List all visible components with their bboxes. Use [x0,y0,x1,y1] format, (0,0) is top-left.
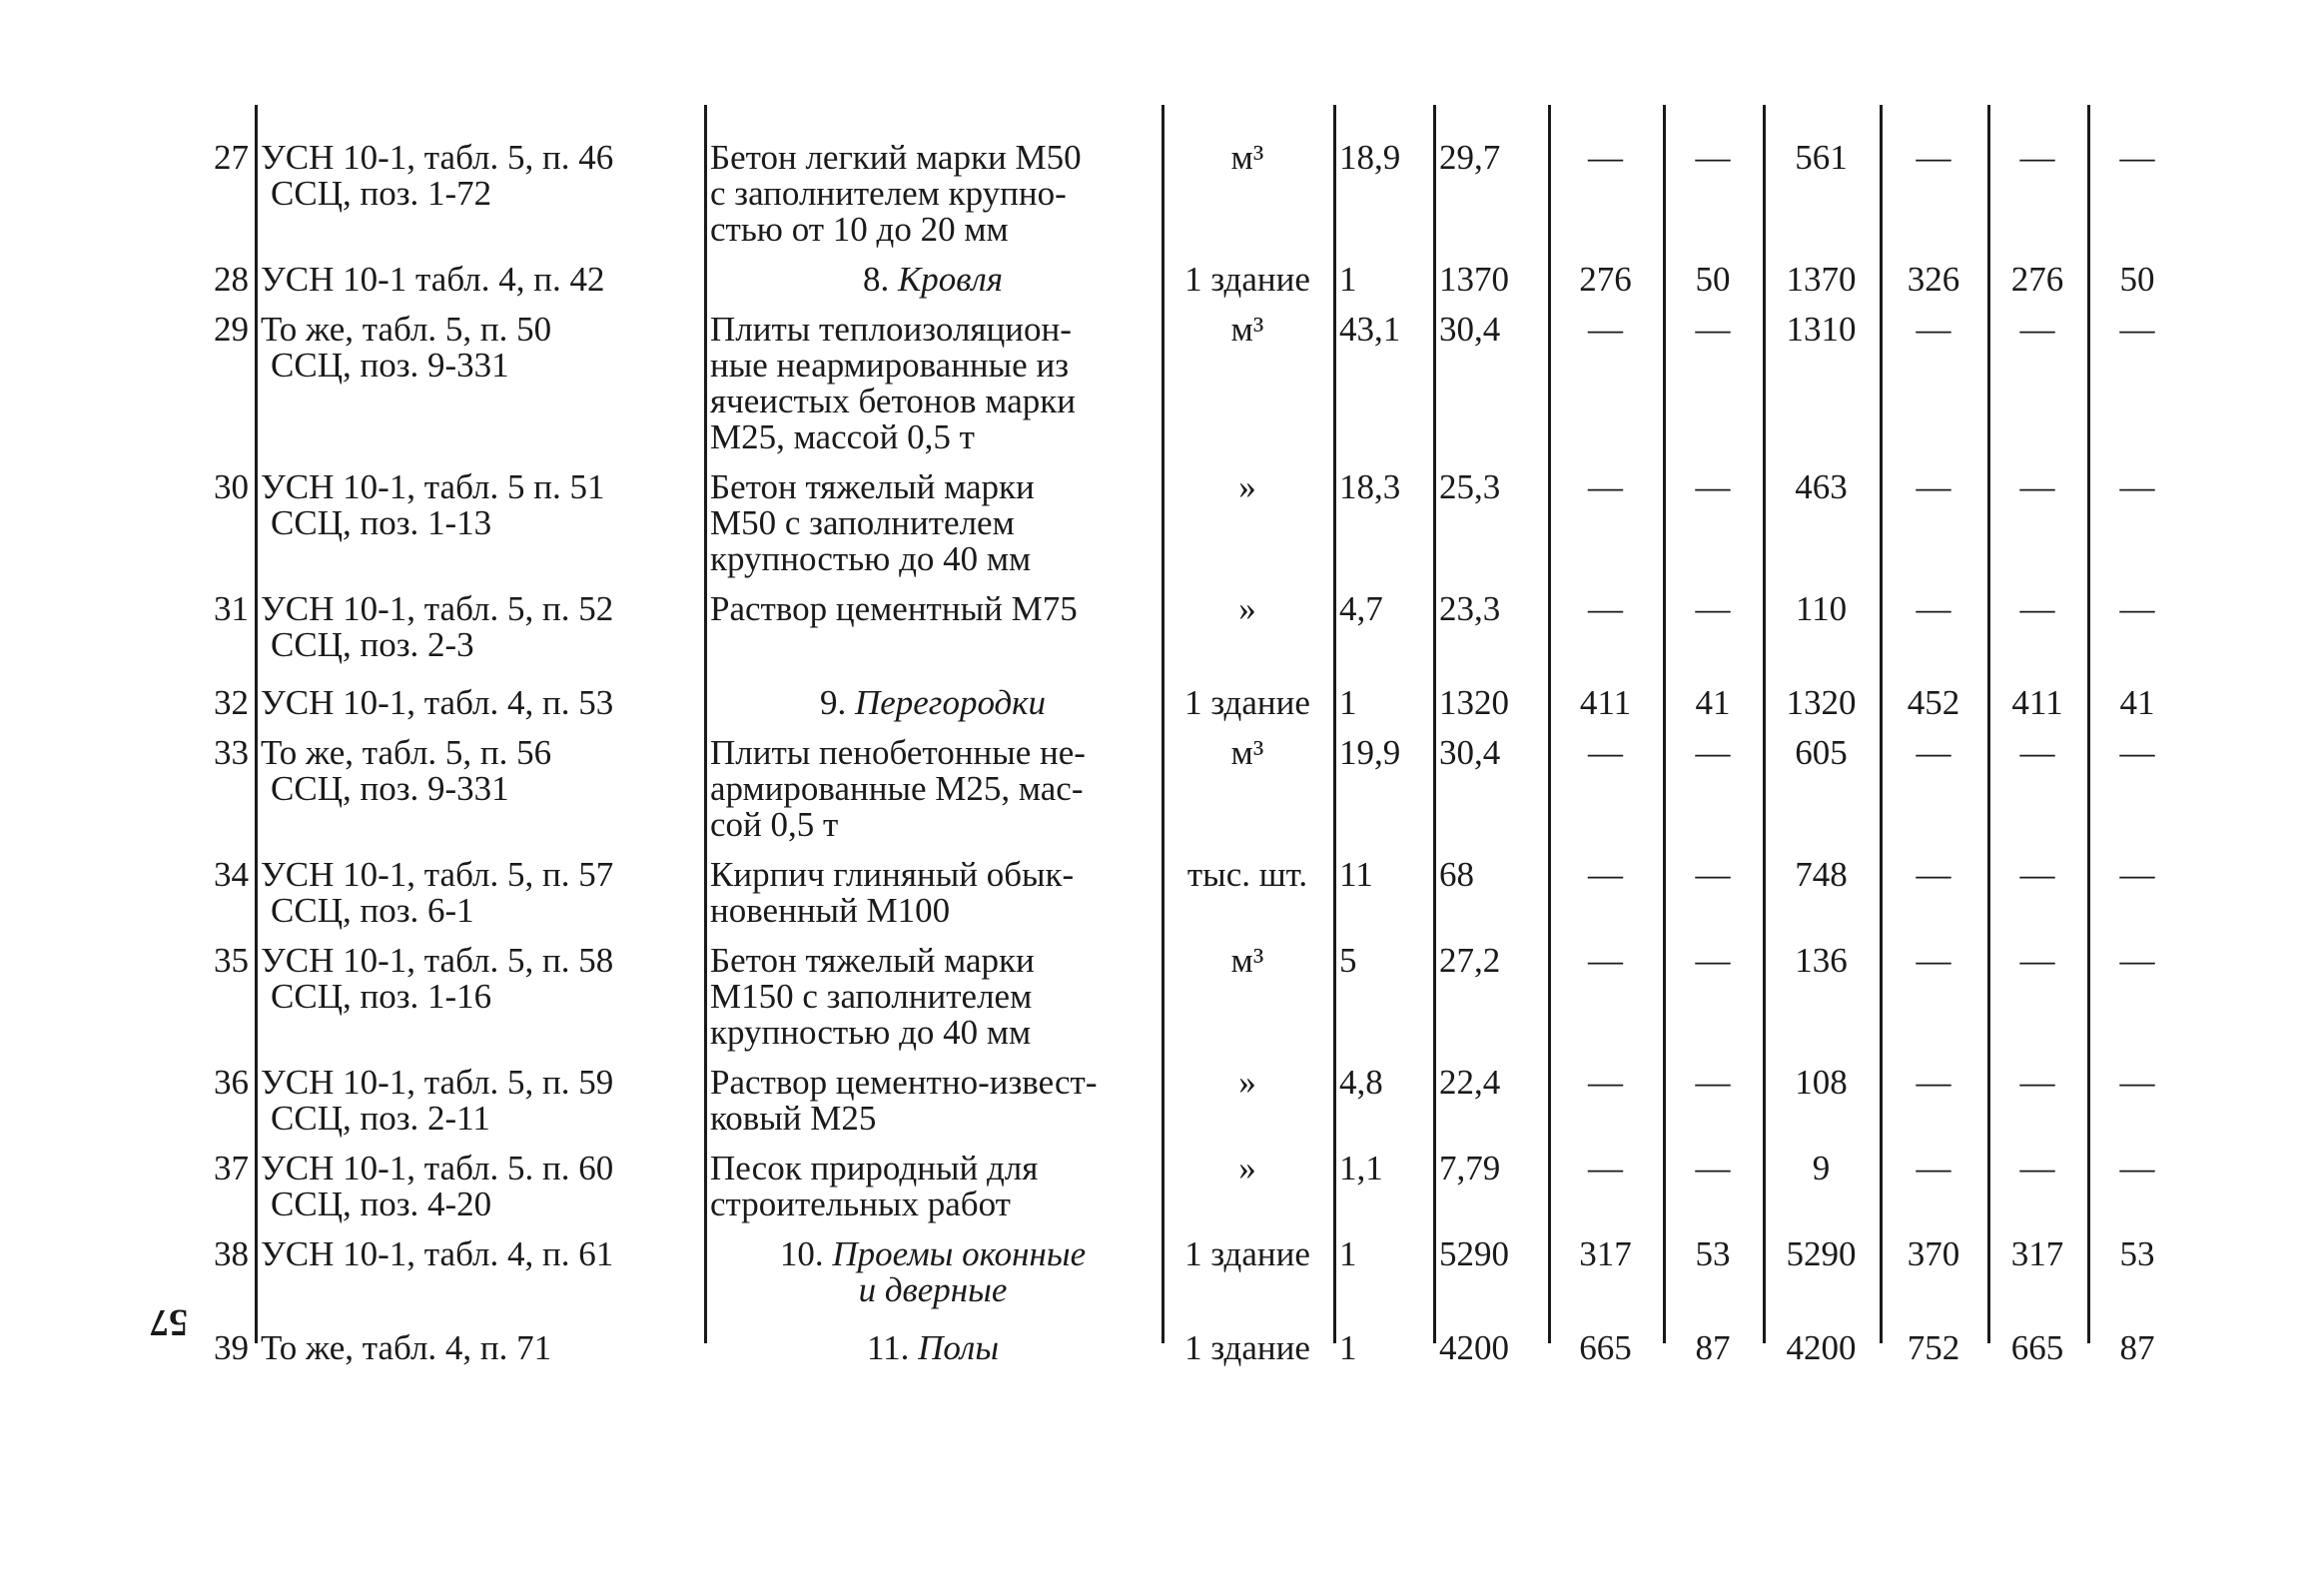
value-cell: — [1695,138,1731,177]
value-cell: — [2019,589,2055,628]
value-cell: — [1695,941,1731,980]
value-cell: — [1695,1063,1731,1102]
unit-price-cell: 1370 [1439,260,1509,299]
table-body [175,140,2187,1380]
description-line: крупностью до 40 мм [710,539,1032,578]
value-cell: — [2019,855,2055,894]
value-cell: 41 [2119,683,2155,722]
reference-cell [255,1151,704,1236]
value-cell: — [2019,138,2055,177]
description-line: ячеистых бетонов марки [710,382,1076,420]
value-cell: 50 [2119,260,2155,299]
table-row [175,1330,2187,1380]
unit-price-cell: 25,3 [1439,467,1501,506]
value-cell: 317 [2010,1234,2064,1273]
quantity-cell: 1 [1339,683,1357,722]
description-cell [704,469,1162,591]
value-cell: — [2119,589,2155,628]
value-cell: — [1916,310,1951,349]
reference-cell [255,857,704,943]
reference-line: ССЦ, поз. 1-16 [271,977,492,1016]
unit-cell: 1 здание [1184,1328,1310,1367]
value-cell: — [2019,941,2055,980]
value-cell: — [2119,467,2155,506]
value-cell: — [2119,855,2155,894]
quantity-cell: 1,1 [1339,1149,1383,1188]
reference-line: ССЦ, поз. 9-331 [271,346,509,385]
value-cell: 5290 [1786,1234,1857,1273]
reference-line: УСН 10-1, табл. 5. п. 60 [261,1149,614,1188]
unit-price-cell: 30,4 [1439,310,1501,349]
unit-price-cell: 30,4 [1439,733,1501,772]
value-cell: — [2119,733,2155,772]
value-cell: 411 [2011,683,2063,722]
value-cell: 370 [1907,1234,1960,1273]
unit-cell: » [1238,1149,1256,1188]
reference-cell [255,1065,704,1151]
reference-cell [255,1236,704,1330]
value-cell: — [1695,733,1731,772]
value-cell: — [2019,733,2055,772]
description-line: М150 с заполнителем [710,977,1033,1016]
quantity-cell: 1 [1339,1328,1357,1367]
value-cell: 87 [2119,1328,2155,1367]
reference-cell [255,262,704,312]
row-number: 31 [214,589,249,628]
quantity-cell: 4,7 [1339,589,1383,628]
quantity-cell: 18,3 [1339,467,1401,506]
value-cell: 605 [1795,733,1848,772]
value-cell: 561 [1795,138,1848,177]
reference-line: УСН 10-1, табл. 5 п. 51 [261,467,605,506]
unit-price-cell: 29,7 [1439,138,1501,177]
reference-line: То же, табл. 4, п. 71 [261,1328,552,1367]
description-line: строительных работ [710,1185,1011,1223]
reference-line: ССЦ, поз. 1-72 [271,174,492,213]
reference-line: ССЦ, поз. 4-20 [271,1185,492,1223]
value-cell: — [2119,941,2155,980]
value-cell: — [1695,310,1731,349]
estimate-table [175,140,2187,1380]
quantity-cell: 43,1 [1339,310,1401,349]
value-cell: 53 [1695,1234,1731,1273]
reference-line: УСН 10-1, табл. 4, п. 53 [261,683,614,722]
unit-price-cell: 5290 [1439,1234,1509,1273]
value-cell: 463 [1795,467,1848,506]
value-cell: — [1695,589,1731,628]
value-cell: — [2019,1063,2055,1102]
unit-cell: 1 здание [1184,1234,1310,1273]
unit-price-cell: 4200 [1439,1328,1509,1367]
value-cell: 87 [1695,1328,1731,1367]
unit-cell: тыс. шт. [1186,855,1308,894]
value-cell: — [2119,1063,2155,1102]
value-cell: 317 [1579,1234,1632,1273]
value-cell: 326 [1907,260,1960,299]
section-number: 11. [866,1328,910,1367]
row-number: 30 [214,467,249,506]
description-line: с заполнителем крупно- [710,174,1067,213]
row-number: 36 [214,1063,249,1102]
value-cell: — [2119,138,2155,177]
value-cell: 41 [1695,683,1731,722]
reference-line: То же, табл. 5, п. 50 [261,310,552,349]
value-cell: — [2019,1149,2055,1188]
value-cell: — [2119,1149,2155,1188]
table-row [175,469,2187,591]
value-cell: 9 [1812,1149,1831,1188]
table-row [175,140,2187,262]
value-cell: — [1695,1149,1731,1188]
value-cell: 1370 [1786,260,1857,299]
value-cell: 411 [1579,683,1632,722]
description-line: Плиты пенобетонные не- [710,733,1086,772]
table-row [175,262,2187,312]
reference-line: УСН 10-1, табл. 5, п. 57 [261,855,614,894]
value-cell: 748 [1795,855,1848,894]
description-cell [704,735,1162,857]
unit-cell: м³ [1230,310,1264,349]
section-heading [704,1330,1162,1380]
value-cell: — [1588,138,1623,177]
reference-line: УСН 10-1, табл. 4, п. 61 [261,1234,614,1273]
value-cell: — [1916,733,1951,772]
unit-price-cell: 23,3 [1439,589,1501,628]
reference-line: УСН 10-1, табл. 5, п. 58 [261,941,614,980]
value-cell: — [1588,733,1623,772]
description-line: Бетон легкий марки М50 [710,138,1082,177]
value-cell: — [1916,1063,1951,1102]
section-number: 10. [779,1234,824,1273]
value-cell: — [1916,855,1951,894]
section-heading [704,1236,1162,1330]
value-cell: 276 [1579,260,1632,299]
reference-cell [255,312,704,469]
description-line: Раствор цементный М75 [710,589,1078,628]
unit-cell: м³ [1230,941,1264,980]
table-row [175,735,2187,857]
value-cell: 1310 [1786,310,1857,349]
unit-price-cell: 27,2 [1439,941,1501,980]
description-line: М50 с заполнителем [710,503,1015,542]
unit-cell: » [1238,467,1256,506]
value-cell: 752 [1907,1328,1960,1367]
section-title: Полы [918,1328,1000,1367]
reference-cell [255,943,704,1065]
section-title: Перегородки [854,683,1047,722]
table-row [175,591,2187,685]
quantity-cell: 1 [1339,260,1357,299]
reference-line: УСН 10-1 табл. 4, п. 42 [261,260,605,299]
value-cell: — [1588,467,1623,506]
unit-price-cell: 22,4 [1439,1063,1501,1102]
unit-price-cell: 7,79 [1439,1149,1501,1188]
description-cell [704,1065,1162,1151]
value-cell: 110 [1795,589,1848,628]
quantity-cell: 4,8 [1339,1063,1383,1102]
row-number: 39 [214,1328,249,1367]
value-cell: 665 [2010,1328,2064,1367]
row-number: 29 [214,310,249,349]
quantity-cell: 19,9 [1339,733,1401,772]
value-cell: — [2119,310,2155,349]
description-line: сой 0,5 т [710,805,839,844]
section-heading [704,262,1162,312]
value-cell: — [2019,310,2055,349]
value-cell: — [2019,467,2055,506]
quantity-cell: 11 [1339,855,1373,894]
section-number: 8. [863,260,890,299]
reference-cell [255,140,704,262]
value-cell: 4200 [1786,1328,1857,1367]
unit-cell: м³ [1230,733,1264,772]
section-heading [704,685,1162,735]
section-title: и дверные [858,1270,1008,1309]
reference-line: ССЦ, поз. 1-13 [271,503,492,542]
value-cell: 50 [1695,260,1731,299]
unit-cell: » [1238,589,1256,628]
page-number: 57 [150,1301,188,1343]
description-cell [704,140,1162,262]
description-line: М25, массой 0,5 т [710,417,975,456]
unit-cell: 1 здание [1184,683,1310,722]
value-cell: — [1588,855,1623,894]
value-cell: — [1916,589,1951,628]
description-line: новенный М100 [710,891,951,930]
table-row [175,1236,2187,1330]
description-cell [704,943,1162,1065]
quantity-cell: 5 [1339,941,1357,980]
table-row [175,1065,2187,1151]
table-row [175,943,2187,1065]
section-title: Проемы оконные [832,1234,1087,1273]
description-line: стью от 10 до 20 мм [710,210,1009,249]
value-cell: — [1588,1063,1623,1102]
quantity-cell: 1 [1339,1234,1357,1273]
value-cell: — [1588,589,1623,628]
reference-cell [255,591,704,685]
reference-cell [255,735,704,857]
description-cell [704,1151,1162,1236]
value-cell: — [1916,138,1951,177]
reference-line: То же, табл. 5, п. 56 [261,733,552,772]
value-cell: 665 [1579,1328,1632,1367]
description-cell [704,591,1162,685]
reference-cell [255,685,704,735]
description-line: Плиты теплоизоляцион- [710,310,1072,349]
description-cell [704,312,1162,469]
row-number: 33 [214,733,249,772]
value-cell: — [1916,941,1951,980]
table-row [175,685,2187,735]
reference-line: УСН 10-1, табл. 5, п. 46 [261,138,614,177]
reference-cell [255,1330,704,1380]
quantity-cell: 18,9 [1339,138,1401,177]
value-cell: 136 [1795,941,1848,980]
unit-cell: м³ [1230,138,1264,177]
value-cell: — [1695,467,1731,506]
description-line: ные неармированные из [710,346,1070,385]
reference-line: ССЦ, поз. 2-11 [271,1099,490,1138]
reference-line: ССЦ, поз. 2-3 [271,625,474,664]
unit-cell: 1 здание [1184,260,1310,299]
unit-price-cell: 1320 [1439,683,1509,722]
value-cell: 53 [2119,1234,2155,1273]
description-line: Бетон тяжелый марки [710,941,1035,980]
row-number: 34 [214,855,249,894]
section-number: 9. [819,683,847,722]
section-title: Кровля [898,260,1003,299]
value-cell: — [1588,310,1623,349]
value-cell: — [1916,467,1951,506]
reference-line: УСН 10-1, табл. 5, п. 59 [261,1063,614,1102]
value-cell: 452 [1907,683,1960,722]
unit-cell: » [1238,1063,1256,1102]
value-cell: 1320 [1786,683,1857,722]
value-cell: 276 [2010,260,2064,299]
description-cell [704,857,1162,943]
reference-line: УСН 10-1, табл. 5, п. 52 [261,589,614,628]
row-number: 32 [214,683,249,722]
reference-cell [255,469,704,591]
description-line: крупностью до 40 мм [710,1013,1032,1052]
description-line: армированные М25, мас- [710,769,1084,808]
table-row [175,1151,2187,1236]
table-row [175,857,2187,943]
row-number: 27 [214,138,249,177]
row-number: 35 [214,941,249,980]
value-cell: — [1588,1149,1623,1188]
description-line: Раствор цементно-извест- [710,1063,1098,1102]
row-number: 28 [214,260,249,299]
table-row [175,312,2187,469]
description-line: Бетон тяжелый марки [710,467,1035,506]
unit-price-cell: 68 [1439,855,1474,894]
value-cell: 108 [1795,1063,1848,1102]
description-line: ковый М25 [710,1099,877,1138]
description-line: Песок природный для [710,1149,1039,1188]
value-cell: — [1916,1149,1951,1188]
row-number: 38 [214,1234,249,1273]
value-cell: — [1695,855,1731,894]
description-line: Кирпич глиняный обык- [710,855,1075,894]
reference-line: ССЦ, поз. 6-1 [271,891,474,930]
value-cell: — [1588,941,1623,980]
row-number: 37 [214,1149,249,1188]
reference-line: ССЦ, поз. 9-331 [271,769,509,808]
